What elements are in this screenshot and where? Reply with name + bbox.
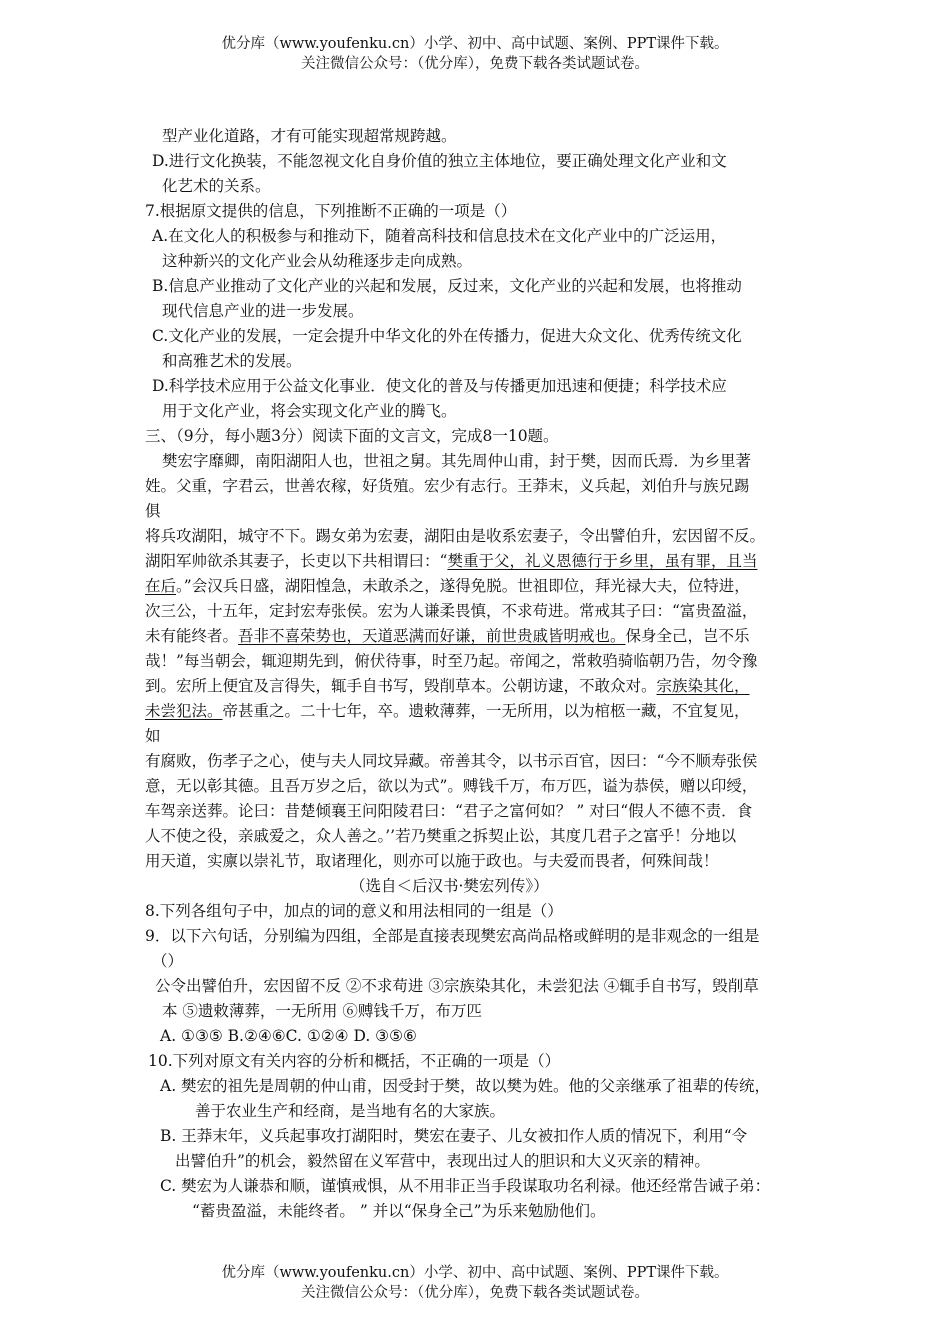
passage-line-6 — [145, 574, 750, 598]
q9-items-line-2: 本 ⑤遗敕薄葬，一无所用 ⑥赙钱千万，布万匹 — [162, 1002, 482, 1020]
underlined-sentence-3: 宗族染其化， — [656, 677, 750, 695]
passage-line-8-text-b: 保身全己，岂不乐 — [625, 627, 750, 645]
q7-option-c-line-2: 和高雅艺术的发展。 — [162, 352, 302, 370]
q10-option-b-line-1: B. 王莽末年，义兵起事攻打湖阳时，樊宏在妻子、儿女被扣作人质的情况下，利用“令 — [160, 1127, 748, 1145]
q10-option-c-line-2: “蓄贵盈溢，未能终者。 ” 并以“保身全己”为乐来勉励他们。 — [192, 1202, 606, 1220]
passage-line-5-text: 湖阳军帅欲杀其妻子，长吏以下共相谓曰：“ — [145, 552, 448, 570]
passage-line-1: 樊宏字靡卿，南阳湖阳人也，世祖之舅。其先周仲山甫，封于樊，因而氏焉．为乡里著 — [162, 452, 752, 470]
passage-line-12: 如 — [145, 727, 161, 745]
q8-stem: 8.下列各组句子中，加点的词的意义和用法相同的一组是（） — [145, 902, 563, 920]
underlined-sentence-1-end: 在后 — [145, 577, 177, 595]
passage-line-10 — [145, 674, 750, 698]
passage-line-7: 次三公，十五年，定封宏寿张侯。宏为人谦柔畏慎，不求苟进。常戒其子曰：“富贵盈溢， — [145, 602, 758, 620]
header-line-2: 关注微信公众号：（优分库），免费下载各类试题试卷。 — [301, 56, 649, 72]
q6-option-d-line-2: 化艺术的关系。 — [162, 177, 271, 195]
passage-line-5 — [145, 549, 757, 573]
q6-option-c-continued: 型产业化道路，才有可能实现超常规跨越。 — [162, 127, 457, 145]
passage-line-9: 哉！”每当朝会，辄迎期先到，俯伏待事，时至乃起。帝闻之，常敕驺骑临朝乃告，勿令豫 — [145, 652, 758, 670]
q10-option-b-line-2: 出譬伯升”的机会，毅然留在义军营中，表现出过人的胆识和大义灭亲的精神。 — [175, 1152, 710, 1170]
underlined-sentence-1: 樊重于父，礼义恩德行于乡里，虽有罪，且当 — [447, 552, 758, 570]
footer-line-1: 优分库（www.youfenku.cn）小学、初中、高中试题、案例、PPT课件下载。 — [221, 1265, 729, 1281]
section-3-heading: 三、（9分，每小题3分）阅读下面的文言文，完成8一10题。 — [145, 427, 559, 445]
q6-option-d-line-1: D.进行文化换装，不能忽视文化自身价值的独立主体地位，要正确处理文化产业和文 — [152, 152, 727, 170]
q9-options: A. ①③⑤ B.②④⑥C. ①②④ D. ③⑤⑥ — [160, 1027, 417, 1045]
passage-line-8 — [145, 624, 750, 648]
passage-line-8-text-a: 未有能终者。 — [145, 627, 239, 645]
q7-option-a-line-1: A.在文化人的积极参与和推动下，随着高科技和信息技术在文化产业中的广泛运用， — [152, 227, 727, 245]
underlined-sentence-3-end: 未尝犯法。 — [145, 702, 223, 720]
q9-stem-paren: （） — [152, 952, 184, 970]
underlined-sentence-2: 吾非不喜荣势也，天道恶满而好谦，前世贵戚皆明戒也。 — [238, 627, 626, 645]
passage-line-3: 俱 — [145, 502, 161, 520]
passage-line-4: 将兵攻湖阳，城守不下。踢女弟为宏妻，湖阳由是收系宏妻子，令出譬伯升，宏因留不反。 — [145, 527, 766, 545]
passage-line-14: 意，无以彰其德。且吾万岁之后，欲以为式”。赙钱千万，布万匹，谥为恭侯，赠以印绶， — [145, 777, 758, 795]
q10-stem: 10.下列对原文有关内容的分析和概括，不正确的一项是（） — [148, 1052, 561, 1070]
q7-option-d-line-1: D.科学技术应用于公益文化事业．使文化的普及与传播更加迅速和便捷；科学技术应 — [152, 377, 727, 395]
passage-line-15: 车驾亲送葬。论曰：昔楚倾襄王问阳陵君曰：“君子之富何如？ ” 对曰“假人不德不责．食 — [145, 802, 753, 820]
footer-line-2: 关注微信公众号：（优分库），免费下载各类试题试卷。 — [301, 1285, 649, 1301]
header-line-1: 优分库（www.youfenku.cn）小学、初中、高中试题、案例、PPT课件下载。 — [221, 36, 729, 52]
q10-option-a-line-1: A. 樊宏的祖先是周朝的仲山甫，因受封于樊，故以樊为姓。他的父亲继承了祖辈的传统， — [160, 1077, 771, 1095]
passage-source: （选自＜后汉书·樊宏列传》） — [350, 877, 549, 895]
passage-line-16: 人不使之役，亲戚爱之，众人善之。’’若乃樊重之拆契止讼，其度几君子之富乎！分地以 — [145, 827, 737, 845]
q7-option-d-line-2: 用于文化产业，将会实现文化产业的腾飞。 — [162, 402, 457, 420]
q9-items-line-1: 公令出譬伯升，宏因留不反 ②不求苟进 ③宗族染其化，未尝犯法 ④辄手自书写，毁削草 — [155, 977, 759, 995]
q7-stem: 7.根据原文提供的信息，下列推断不正确的一项是（） — [145, 202, 517, 220]
passage-line-10-text: 到。宏所上便宜及言得失，辄手自书写，毁削草本。公朝访逮，不敢众对。 — [145, 677, 657, 695]
passage-line-6-text: 。”会汉兵日盛，湖阳惶急，未敢杀之，遂得免脱。世祖即位，拜光禄大夫，位特进， — [176, 577, 750, 595]
passage-line-11-text: 帝甚重之。二十七年，卒。遗敕薄葬，一无所用，以为棺柩一藏，不宜复见， — [222, 702, 750, 720]
q7-option-b-line-1: B.信息产业推动了文化产业的兴起和发展，反过来，文化产业的兴起和发展，也将推动 — [152, 277, 742, 295]
q7-option-c-line-1: C.文化产业的发展，一定会提升中华文化的外在传播力，促进大众文化、优秀传统文化 — [152, 327, 742, 345]
passage-line-17: 用天道，实廪以崇礼节，取诸理化，则亦可以施于政也。与夫爱而畏者，何殊间哉！ — [145, 852, 719, 870]
q9-stem: 9．以下六句话，分别编为四组，全部是直接表现樊宏高尚品格或鲜明的是非观念的一组是 — [145, 927, 760, 945]
q10-option-a-line-2: 善于农业生产和经商，是当地有名的大家族。 — [195, 1102, 506, 1120]
q7-option-b-line-2: 现代信息产业的进一步发展。 — [162, 302, 364, 320]
q10-option-c-line-1: C. 樊宏为人谦恭和顺，谨慎戒惧，从不用非正当手段谋取功名利禄。他还经常告诫子弟： — [160, 1177, 771, 1195]
passage-line-13: 有腐败，伤孝子之心，使与夫人同坟异藏。帝善其令，以书示百官，因曰：“今不顺寿张侯 — [145, 752, 758, 770]
q7-option-a-line-2: 这种新兴的文化产业会从幼稚逐步走向成熟。 — [162, 252, 473, 270]
passage-line-11 — [145, 699, 750, 723]
passage-line-2: 姓。父重，字君云，世善农稼，好货殖。宏少有志行。王莽末，义兵起，刘伯升与族兄踢 — [145, 477, 750, 495]
